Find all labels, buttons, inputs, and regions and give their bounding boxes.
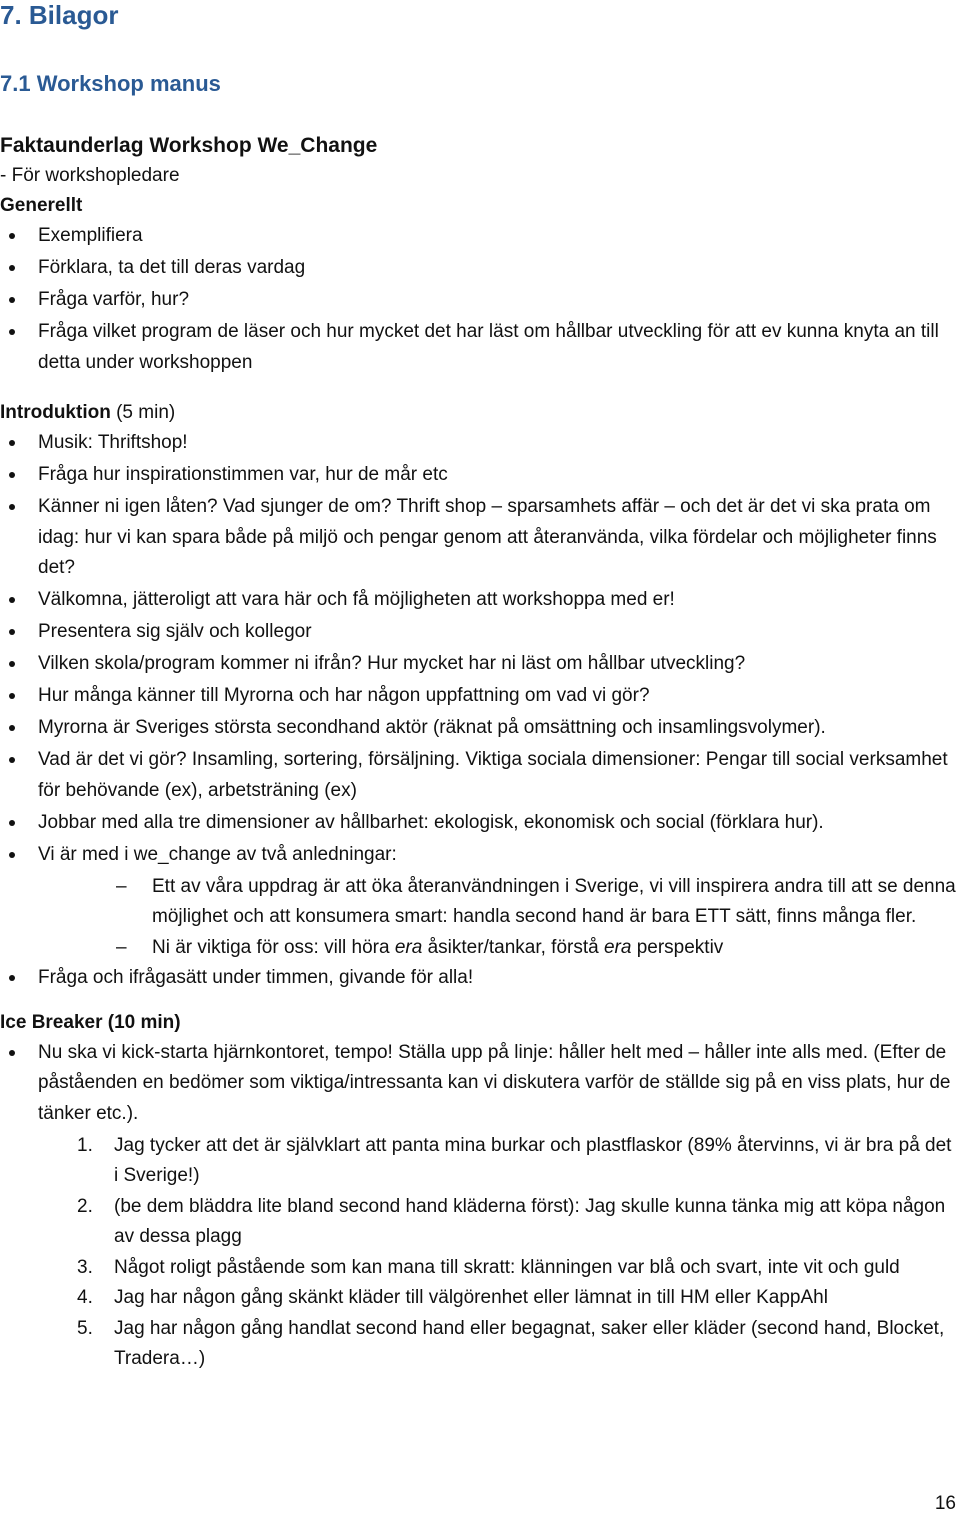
- icebreaker-statements: [0, 1131, 956, 1375]
- item-number: 3.: [77, 1256, 93, 1278]
- intro-list: [0, 428, 956, 870]
- list-item: Fråga varför, hur?: [0, 285, 956, 316]
- subsection-heading: 7.1 Workshop manus: [0, 71, 221, 96]
- list-item: Jobbar med alla tre dimensioner av hållbarhet: ekologisk, ekonomisk och social (förklara hur).: [0, 808, 956, 839]
- dash-item-text-c: perspektiv: [631, 936, 724, 958]
- dash-item-emphasis: era: [394, 936, 423, 958]
- list-item: Fråga och ifrågasätt under timmen, givande för alla!: [0, 963, 956, 994]
- list-item: Presentera sig själv och kollegor: [0, 617, 956, 648]
- numbered-item: [0, 1283, 956, 1314]
- list-item: Vi är med i we_change av två anledningar:: [0, 840, 956, 871]
- item-number: 1.: [77, 1134, 93, 1156]
- dash-item: [0, 933, 956, 964]
- item-text: (be dem bläddra lite bland second hand kläderna först): Jag skulle kunna tänka mig att köpa någon av dessa plagg: [114, 1195, 946, 1247]
- numbered-item: [0, 1192, 956, 1253]
- generellt-list: [0, 221, 956, 378]
- item-number: 4.: [77, 1287, 93, 1308]
- intro-heading-label: Introduktion: [0, 402, 111, 423]
- intro-list-end: [0, 963, 956, 994]
- list-item: Fråga vilket program de läser och hur mycket det har läst om hållbar utveckling för att ev kunna knyta an till detta under workshoppen: [0, 317, 956, 378]
- dash-item-emphasis: era: [603, 936, 632, 958]
- dash-item-text: Ett av våra uppdrag är att öka återanvändningen i Sverige, vi vill inspirera andra till att se denna möjlighet och att konsumera smart: handla second hand är bara ETT sätt, finns många fler.: [152, 875, 956, 927]
- item-text: Jag tycker att det är självklart att panta mina burkar och plastflaskor (89% återvinns, vi är bra på det i Sverige!): [114, 1134, 952, 1186]
- list-item: Vad är det vi gör? Insamling, sortering, försäljning. Viktiga sociala dimensioner: Pengar till social verksamhet för behövande (ex), arbetsträning (ex): [0, 745, 956, 806]
- dash-item: [0, 872, 956, 933]
- item-number: 5.: [77, 1317, 93, 1339]
- list-item: Vilken skola/program kommer ni ifrån? Hur mycket har ni läst om hållbar utveckling?: [0, 649, 956, 680]
- icebreaker-list: [0, 1038, 956, 1130]
- item-text: Jag har någon gång skänkt kläder till välgörenhet eller lämnat in till HM eller KappAhl: [114, 1287, 828, 1308]
- dash-marker: –: [116, 936, 127, 958]
- item-number: 2.: [77, 1195, 93, 1217]
- intro-heading: [0, 398, 956, 428]
- page-number: 16: [934, 1493, 956, 1514]
- generellt-heading: Generellt: [0, 195, 83, 216]
- numbered-item: [0, 1314, 956, 1375]
- doc-subtitle: - För workshopledare: [0, 165, 180, 186]
- numbered-item: [0, 1131, 956, 1192]
- list-item: Välkomna, jätteroligt att vara här och få möjligheten att workshoppa med er!: [0, 585, 956, 616]
- list-item: Förklara, ta det till deras vardag: [0, 253, 956, 284]
- document-body: [0, 131, 956, 1375]
- icebreaker-heading: Ice Breaker (10 min): [0, 1011, 181, 1033]
- list-item: Exemplifiera: [0, 221, 956, 252]
- dash-item-text-b: åsikter/tankar, förstå: [422, 936, 604, 958]
- intro-heading-duration: (5 min): [110, 402, 176, 423]
- dash-marker: –: [116, 875, 127, 897]
- list-item: Myrorna är Sveriges största secondhand aktör (räknat på omsättning och insamlingsvolymer).: [0, 713, 956, 744]
- numbered-item: [0, 1253, 956, 1284]
- list-item: Musik: Thriftshop!: [0, 428, 956, 459]
- section-heading: 7. Bilagor: [0, 0, 119, 30]
- list-item: Nu ska vi kick-starta hjärnkontoret, tempo! Ställa upp på linje: håller helt med – håller inte alls med. (Efter de påståenden en bedömer som viktiga/intressanta kan vi diskutera varför de ställde sig på en viss plats, hur de tänker etc.).: [0, 1038, 956, 1130]
- list-item: Känner ni igen låten? Vad sjunger de om? Thrift shop – sparsamhets affär – och det är det vi ska prata om idag: hur vi kan spara både på miljö och pengar genom att återanvända, vilka fördelar och möjligheter finns det?: [0, 492, 956, 584]
- list-item: Fråga hur inspirationstimmen var, hur de mår etc: [0, 460, 956, 491]
- list-item: Hur många känner till Myrorna och har någon uppfattning om vad vi gör?: [0, 681, 956, 712]
- dash-item-text-a: Ni är viktiga för oss: vill höra: [152, 936, 395, 958]
- doc-title: Faktaunderlag Workshop We_Change: [0, 134, 378, 157]
- item-text: Jag har någon gång handlat second hand eller begagnat, saker eller kläder (second hand, Blocket, Tradera…): [114, 1317, 945, 1369]
- item-text: Något roligt påstående som kan mana till skratt: klänningen var blå och svart, inte vit och guld: [114, 1256, 900, 1278]
